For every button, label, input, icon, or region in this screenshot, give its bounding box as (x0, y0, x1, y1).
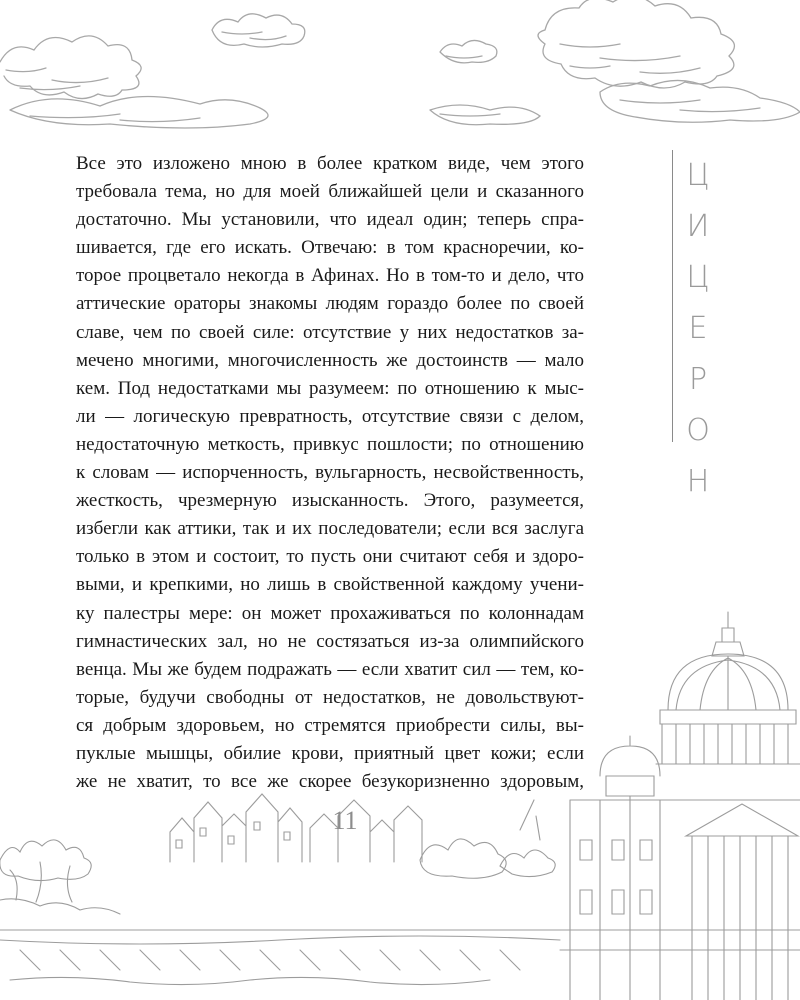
text-line: достаточно. Мы установили, что идеал один; теперь спра- (76, 209, 584, 231)
text-line: ся добрым здоровьем, но стремятся приобрести силы, вы- (76, 714, 584, 736)
text-line: мечено многими, многочисленность же достоинств — мало (76, 349, 584, 371)
side-author-title (678, 150, 718, 507)
text-line: венца. Мы же будем подражать — если хватит сил — тем, ко- (76, 658, 584, 680)
clouds-illustration (0, 0, 800, 140)
text-line: аттические ораторы знакомы людям гораздо более по своей (76, 293, 584, 315)
page-number: 11 (332, 806, 358, 835)
text-line: торые, будучи свободны от недостатков, не довольствуют- (76, 686, 584, 708)
text-line: славе, чем по своей силе: отсутствие у них недостатков за- (76, 321, 584, 343)
cityscape-illustration (0, 600, 800, 1000)
text-line: требовала тема, но для моей ближайшей цели и сказанного (76, 181, 584, 203)
text-line: только в этом и состоит, то пусть они считают себя и здоро- (76, 546, 584, 568)
side-letter: Н (686, 464, 710, 499)
side-letter: О (686, 413, 710, 448)
text-line: к словам — испорченность, вульгарность, несвойственность, (76, 462, 584, 484)
text-line: ли — логическую превратность, отсутствие связи с делом, (76, 405, 584, 427)
side-letter: Ц (686, 260, 710, 295)
text-line: пуклые мышцы, обилие крови, приятный цвет кожи; если (76, 742, 584, 764)
text-line: торое процветало некогда в Афинах. Но в том-то и дело, что (76, 265, 584, 287)
side-letter: Р (688, 362, 708, 397)
side-letter: Е (688, 311, 708, 346)
side-letter: Ц (686, 158, 710, 193)
text-line: недостаточную меткость, привкус пошлости; по отношению (76, 433, 584, 455)
text-line: гимнастических зал, но не состязаться из-за олимпийского (76, 630, 584, 652)
text-line: избегли как аттики, так и их последователи; если вся заслуга (76, 518, 584, 540)
text-line: Все это изложено мною в более кратком виде, чем этого (76, 153, 584, 174)
side-rule (666, 150, 673, 442)
text-line: выми, и крепкими, но лишь в свойственной каждому учени- (76, 574, 584, 596)
text-line: шивается, где его искать. Отвечаю: в том красноречии, ко- (76, 237, 584, 259)
side-letter: И (686, 209, 710, 244)
text-line: же не хватит, то все же скорее безукоризненно здоровым, (76, 771, 584, 793)
text-line: жесткость, чрезмерную изысканность. Этого, разумеется, (76, 490, 584, 512)
text-line: ку палестры мере: он может прохаживаться по колоннадам (76, 602, 584, 624)
text-line: кем. Под недостатками мы разумеем: по отношению к мыс- (76, 377, 584, 399)
